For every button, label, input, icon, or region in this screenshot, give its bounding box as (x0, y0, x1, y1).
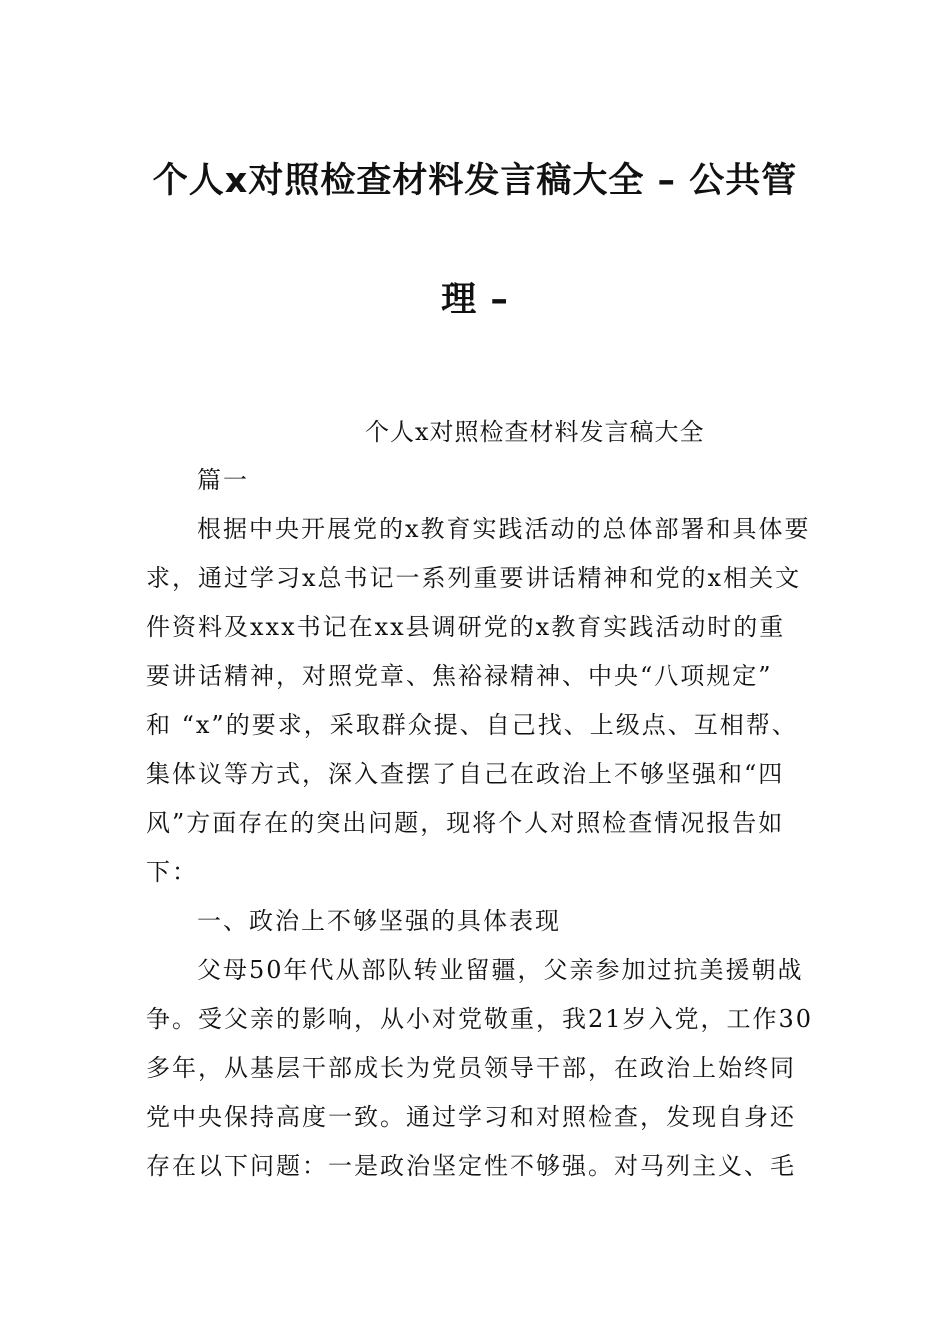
text-line: 多年，从基层干部成长为党员领导干部，在政治上始终同 (146, 1054, 796, 1082)
text-line: 风”方面存在的突出问题，现将个人对照检查情况报告如 (146, 809, 785, 837)
text-line: 要讲话精神，对照党章、焦裕禄精神、中央“八项规定” (146, 662, 773, 690)
text-line: 党中央保持高度一致。通过学习和对照检查，发现自身还 (146, 1103, 796, 1131)
text-line: 存在以下问题：一是政治坚定性不够强。对马列主义、毛 (146, 1152, 796, 1180)
text-line: 下： (146, 858, 198, 886)
text-line: 件资料及xxx书记在xx县调研党的x教育实践活动时的重 (146, 613, 786, 641)
text-line: 篇一 (197, 466, 249, 494)
text-line: 求，通过学习x总书记一系列重要讲话精神和党的x相关文 (146, 564, 802, 592)
document-title-line-1: 个人x对照检查材料发言稿大全 – 公共管 (152, 161, 798, 201)
document-title-line-2: 理 – (441, 280, 509, 320)
text-line: 和 “x”的要求，采取群众提、自己找、上级点、互相帮、 (146, 711, 798, 739)
section-subtitle: 个人x对照检查材料发言稿大全 (365, 418, 705, 446)
section-heading: 一、政治上不够坚强的具体表现 (197, 907, 561, 935)
text-line: 集体议等方式，深入查摆了自己在政治上不够坚强和“四 (146, 760, 785, 788)
text-line: 根据中央开展党的x教育实践活动的总体部署和具体要 (197, 515, 811, 543)
text-line: 父母50年代从部队转业留疆，父亲参加过抗美援朝战 (197, 956, 804, 984)
text-line: 争。受父亲的影响，从小对党敬重，我21岁入党，工作30 (146, 1005, 814, 1033)
